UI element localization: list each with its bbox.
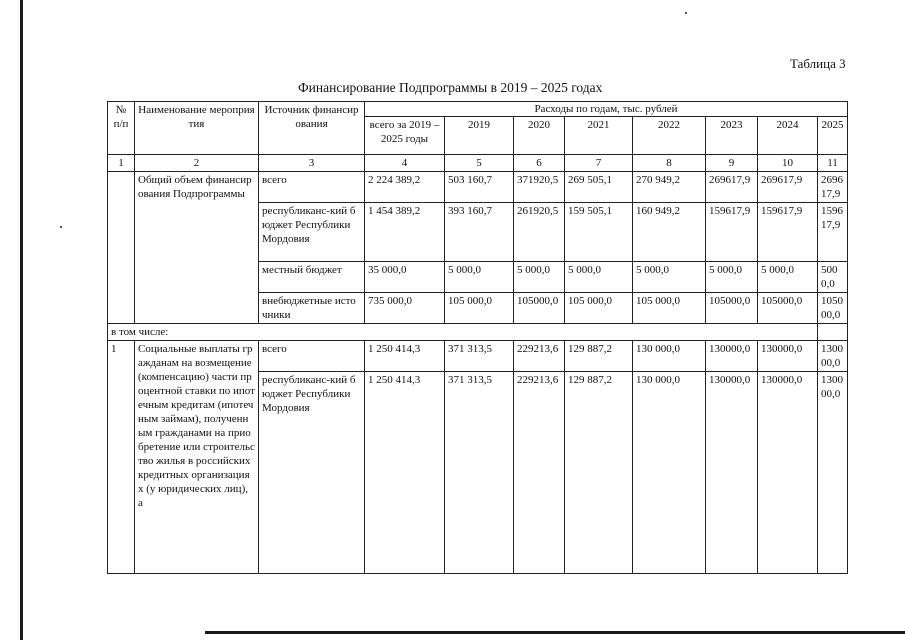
value-cell: 130000,0 [706, 341, 758, 372]
table-label: Таблица 3 [790, 56, 846, 71]
table-row [108, 324, 848, 341]
value-cell: 130000,0 [758, 372, 818, 574]
scan-speck [60, 226, 62, 228]
header-expenses: Расходы по годам, тыс. рублей [365, 102, 848, 117]
source-cell: местный бюджет [259, 262, 365, 293]
value-cell: 5 000,0 [706, 262, 758, 293]
value-cell: 105 000,0 [445, 293, 514, 324]
value-cell: 261920,5 [514, 203, 565, 262]
value-cell: 105000,0 [758, 293, 818, 324]
col-index: 4 [365, 155, 445, 172]
value-cell: 270 949,2 [633, 172, 706, 203]
value-cell: 35 000,0 [365, 262, 445, 293]
table-row [108, 172, 848, 203]
value-cell: 159 505,1 [565, 203, 633, 262]
value-cell: 5 000,0 [565, 262, 633, 293]
value-cell: 5 000,0 [445, 262, 514, 293]
table-row [108, 341, 848, 372]
value-cell: 371920,5 [514, 172, 565, 203]
value-cell: 130000,0 [818, 341, 848, 372]
col-index: 3 [259, 155, 365, 172]
col-index: 6 [514, 155, 565, 172]
value-cell: 269617,9 [818, 172, 848, 203]
value-cell: 229213,6 [514, 341, 565, 372]
value-cell: 130000,0 [818, 372, 848, 574]
value-cell: 1 250 414,3 [365, 341, 445, 372]
value-cell: 159617,9 [758, 203, 818, 262]
source-cell: всего [259, 172, 365, 203]
header-num: № п/п [108, 102, 135, 155]
value-cell: 735 000,0 [365, 293, 445, 324]
header-year: 2021 [565, 117, 633, 155]
value-cell: 105000,0 [706, 293, 758, 324]
value-cell: 130000,0 [706, 372, 758, 574]
source-cell: всего [259, 341, 365, 372]
value-cell: 503 160,7 [445, 172, 514, 203]
header-year: 2025 [818, 117, 848, 155]
value-cell: 269 505,1 [565, 172, 633, 203]
col-index: 2 [135, 155, 259, 172]
col-index: 1 [108, 155, 135, 172]
financing-table [107, 101, 848, 574]
value-cell: 269617,9 [758, 172, 818, 203]
value-cell: 130 000,0 [633, 372, 706, 574]
scan-speck [685, 12, 687, 14]
header-name: Наименование мероприятия [135, 102, 259, 155]
value-cell: 2 224 389,2 [365, 172, 445, 203]
source-cell: внебюджетные источники [259, 293, 365, 324]
value-cell: 1 250 414,3 [365, 372, 445, 574]
value-cell: 105 000,0 [633, 293, 706, 324]
value-cell: 5 000,0 [633, 262, 706, 293]
in-that-number: в том числе: [108, 324, 818, 341]
header-total: всего за 2019 – 2025 годы [365, 117, 445, 155]
value-cell: 5000,0 [818, 262, 848, 293]
col-index: 5 [445, 155, 514, 172]
value-cell: 269617,9 [706, 172, 758, 203]
col-index: 11 [818, 155, 848, 172]
value-cell: 129 887,2 [565, 372, 633, 574]
col-index: 7 [565, 155, 633, 172]
source-cell: республиканс-кий бюджет Республики Мордовия [259, 372, 365, 574]
value-cell: 371 313,5 [445, 372, 514, 574]
value-cell: 5 000,0 [758, 262, 818, 293]
value-cell: 159617,9 [818, 203, 848, 262]
value-cell: 1 454 389,2 [365, 203, 445, 262]
value-cell: 130000,0 [758, 341, 818, 372]
source-cell: республиканс-кий бюджет Республики Мордовия [259, 203, 365, 262]
value-cell: 160 949,2 [633, 203, 706, 262]
value-cell: 105 000,0 [565, 293, 633, 324]
value-cell: 371 313,5 [445, 341, 514, 372]
value-cell: 129 887,2 [565, 341, 633, 372]
header-year: 2020 [514, 117, 565, 155]
value-cell: 5 000,0 [514, 262, 565, 293]
value-cell: 393 160,7 [445, 203, 514, 262]
value-cell: 105000,0 [514, 293, 565, 324]
row-num-cell [108, 172, 135, 324]
scan-bottom-edge [205, 631, 905, 634]
col-index: 9 [706, 155, 758, 172]
header-year: 2023 [706, 117, 758, 155]
value-cell: 229213,6 [514, 372, 565, 574]
col-index: 8 [633, 155, 706, 172]
header-year: 2019 [445, 117, 514, 155]
header-year: 2024 [758, 117, 818, 155]
value-cell: 105000,0 [818, 293, 848, 324]
header-year: 2022 [633, 117, 706, 155]
row-num: 1 [108, 341, 135, 574]
header-source: Источник финансирования [259, 102, 365, 155]
event-name: Социальные выплаты гражданам на возмещение (компенсацию) части процентной ставки по ипотечным кредитам (ипотечным займам), полученным гражданами на приобретение или строительство жилья в российских кредитных организациях (у юридических лиц), а [135, 341, 259, 574]
value-cell: 130 000,0 [633, 341, 706, 372]
value-cell: 159617,9 [706, 203, 758, 262]
event-name: Общий объем финансирования Подпрограммы [135, 172, 259, 324]
col-index: 10 [758, 155, 818, 172]
table-title: Финансирование Подпрограммы в 2019 – 2025 годах [298, 80, 603, 95]
scan-left-edge [20, 0, 23, 640]
